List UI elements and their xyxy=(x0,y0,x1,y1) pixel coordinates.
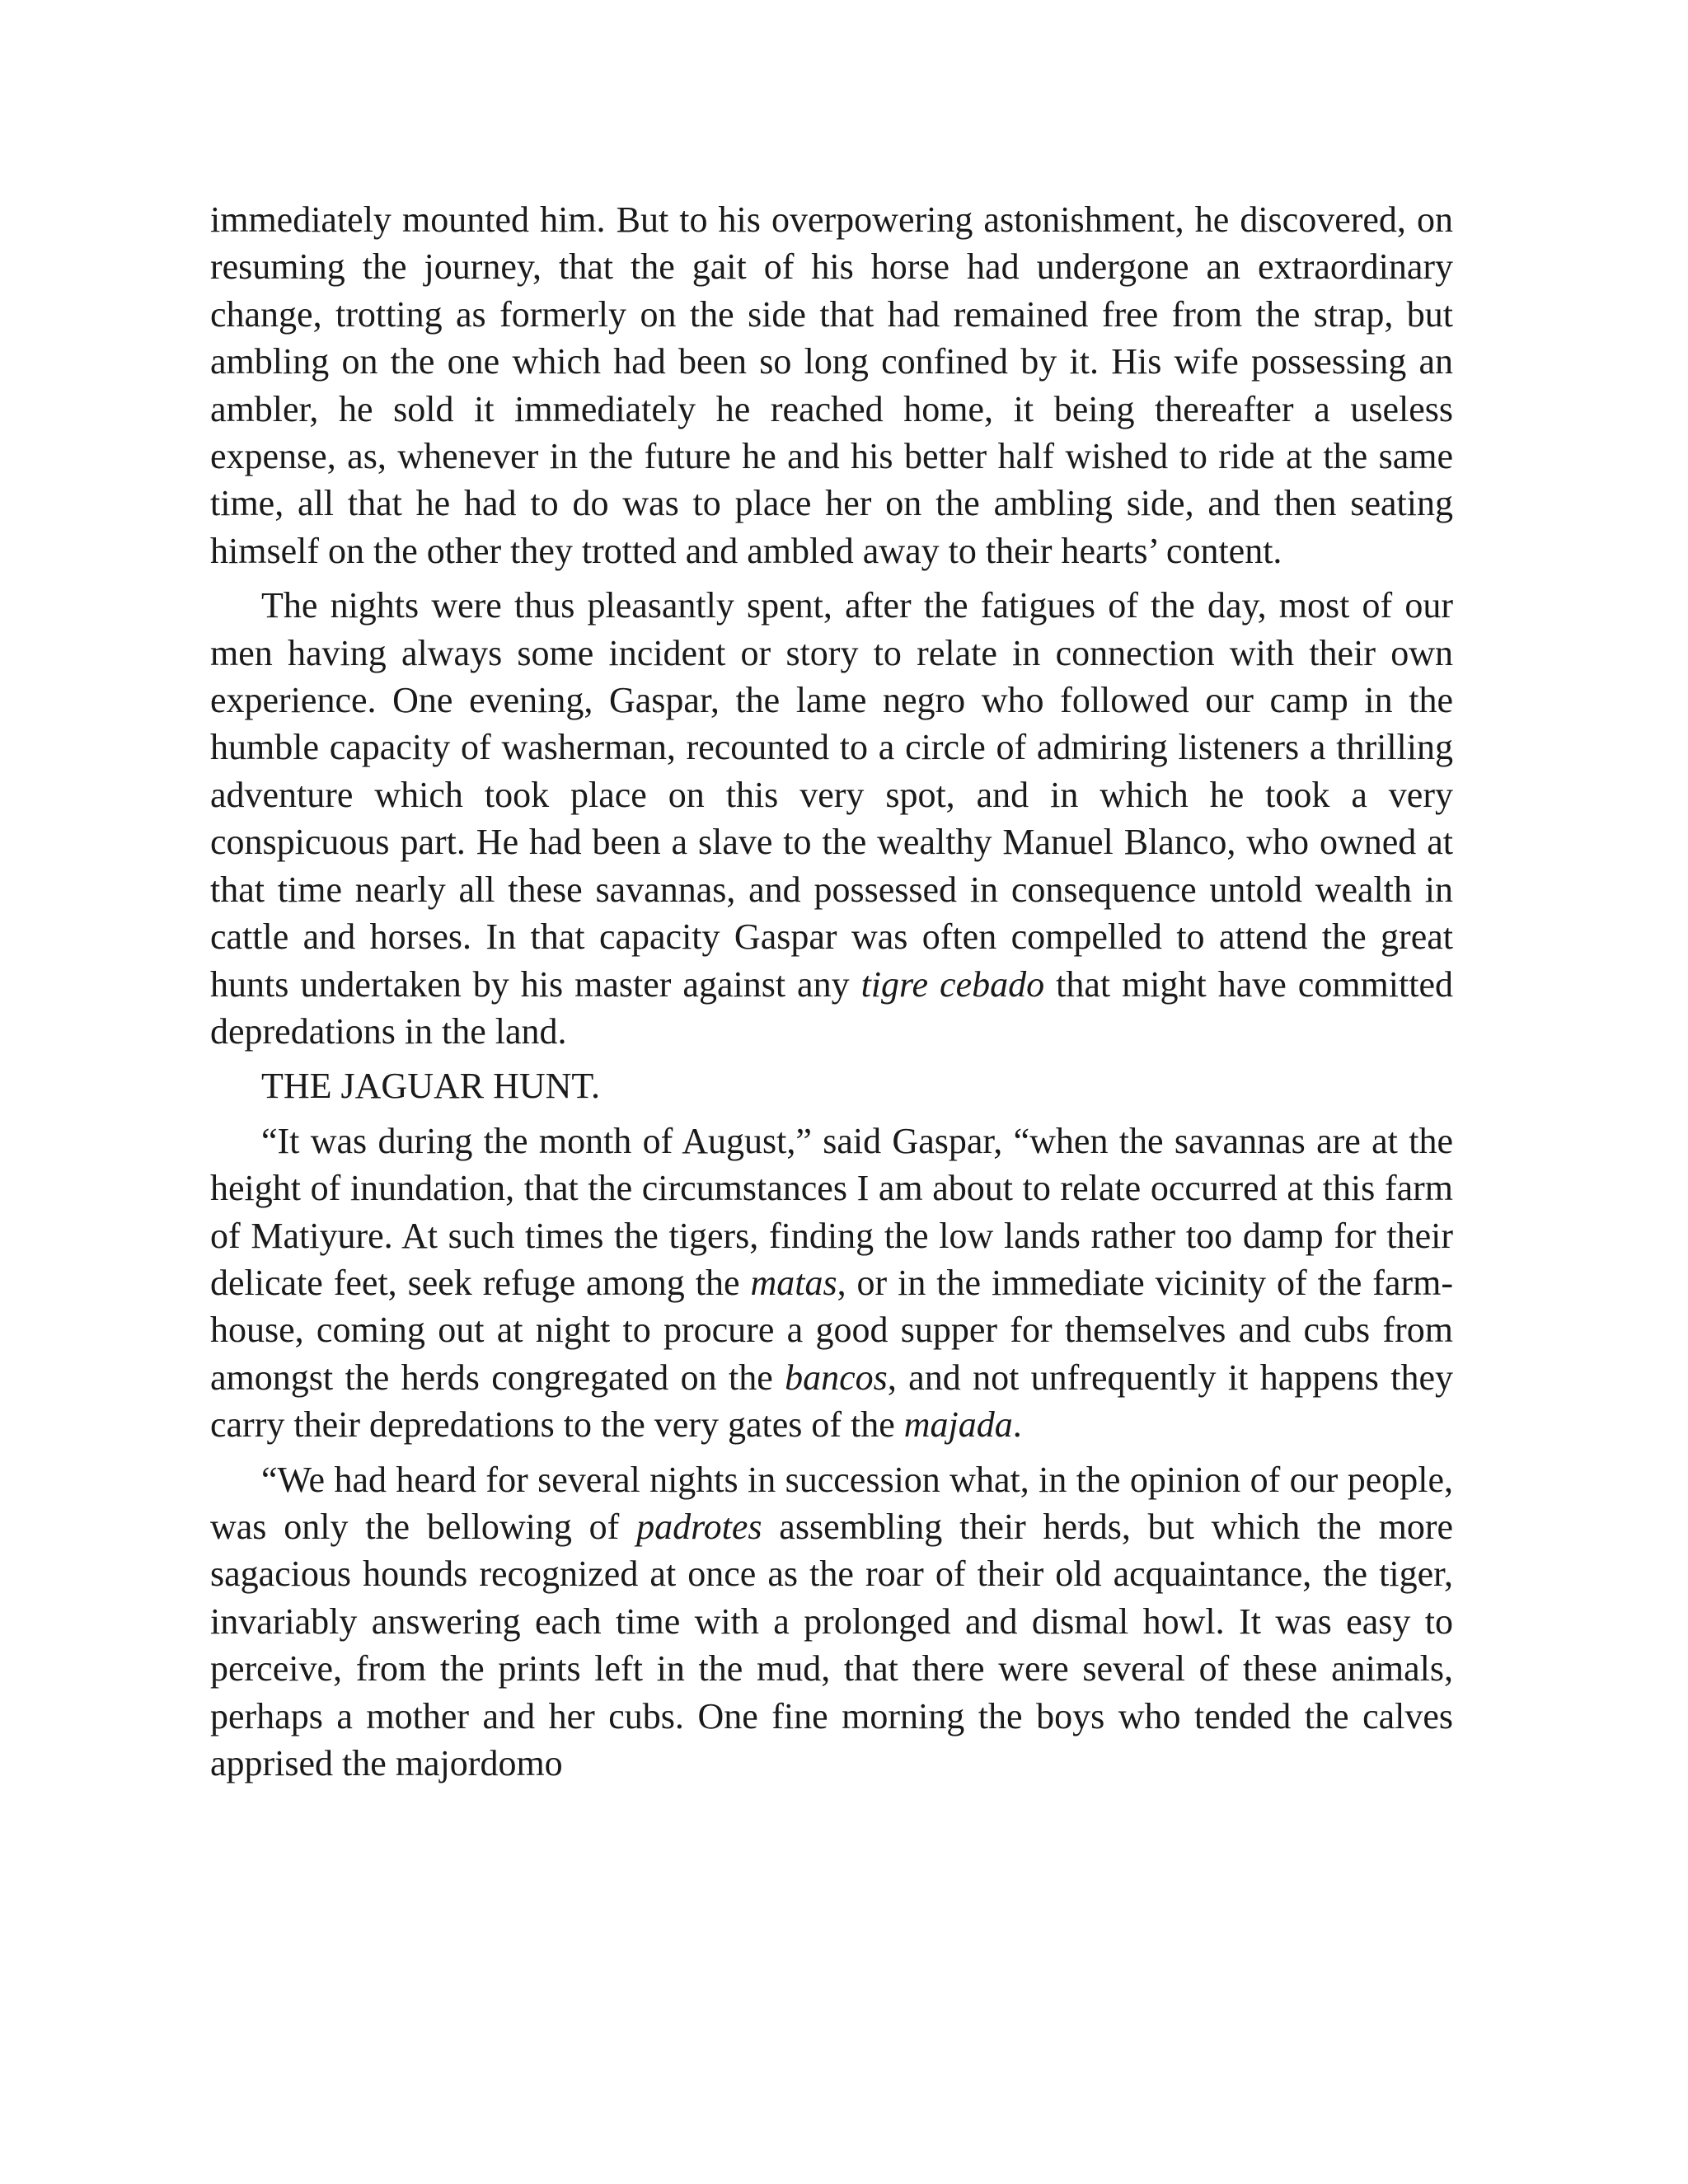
paragraph-3-text-d: . xyxy=(1012,1404,1022,1446)
italic-term-matas: matas xyxy=(750,1262,837,1303)
italic-term-majada: majada xyxy=(903,1404,1013,1446)
paragraph-2-text-a: The nights were thus pleasantly spent, after the fatigues of the day, most of our men having always some incident or story to relate in connection with their own experience. One evening, Gaspar, the lame negro who followed our camp in the humble capacity of washerman, recounted to a circle of admiring listeners a thrilling adventure which took place on this very spot, and in which he took a very conspicuous part. He had been a slave to the wealthy Manuel Blanco, who owned at that time nearly all these savannas, and possessed in consequence untold wealth in cattle and horses. In that capacity Gaspar was often compelled to attend the great hunts undertaken by his master against any xyxy=(210,585,1453,1005)
italic-term-padrotes: padrotes xyxy=(636,1506,762,1547)
paragraph-3-text-c: , and not unfrequently it happens they carry their depredations to the very gates of the xyxy=(210,1357,1453,1446)
paragraph-4-text-a: “We had heard for several nights in succession what, in the opinion of our people, was only the bellowing of xyxy=(210,1459,1453,1547)
paragraph-1-text: immediately mounted him. But to his overpowering astonishment, he discovered, on resuming the journey, that the gait of his horse had undergone an extraordinary change, trotting as formerly on the side that had remained free from the strap, but ambling on the one which had been so long confined by it. His wife possessing an ambler, he sold it immediately he reached home, it being thereafter a useless expense, as, whenever in the future he and his better half wished to ride at the same time, all that he had to do was to place her on the ambling side, and then seating himself on the other they trotted and ambled away to their hearts’ content. xyxy=(210,199,1453,571)
paragraph-4 xyxy=(210,1456,1453,1788)
paragraph-3-text-a: “It was during the month of August,” said Gaspar, “when the savannas are at the height of inundation, that the circumstances I am about to relate occurred at this farm of Matiyure. At such times the tigers, finding the low lands rather too damp for their delicate feet, seek refuge among the xyxy=(210,1120,1453,1303)
section-heading-text: THE JAGUAR HUNT. xyxy=(261,1066,601,1107)
italic-term-tigre-cebado: tigre cebado xyxy=(860,963,1045,1005)
paragraph-3 xyxy=(210,1118,1453,1449)
paragraph-2 xyxy=(210,582,1453,1055)
paragraph-1 xyxy=(210,196,1453,574)
italic-term-bancos: bancos xyxy=(785,1357,888,1398)
section-heading xyxy=(210,1062,1453,1109)
paragraph-2-text-b: that might have committed depredations in the land. xyxy=(210,963,1453,1052)
paragraph-3-text-b: , or in the immediate vicinity of the farm-house, coming out at night to procure a good supper for themselves and cubs from amongst the herds congregated on the xyxy=(210,1262,1454,1398)
page-body xyxy=(210,196,1453,1794)
paragraph-4-text-b: assembling their herds, but which the more sagacious hounds recognized at once as the roar of their old acquaintance, the tiger, invariably answering each time with a prolonged and dismal howl. It was easy to perceive, from the prints left in the mud, that there were several of these animals, perhaps a mother and her cubs. One fine morning the boys who tended the calves apprised the majordomo xyxy=(210,1506,1453,1783)
